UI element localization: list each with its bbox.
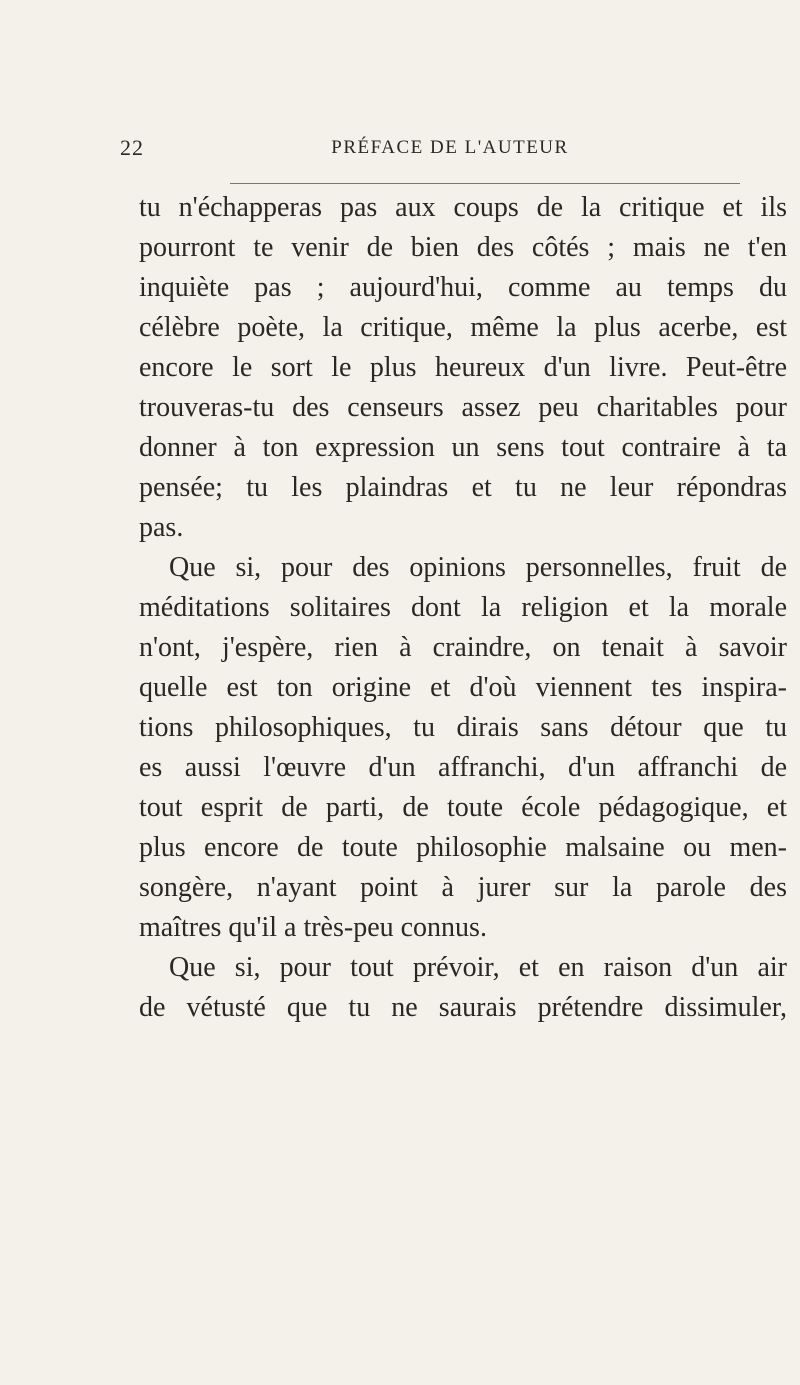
text-line: Que si, pour tout prévoir, et en raison d'un air	[169, 952, 787, 983]
text-line: tions philosophiques, tu dirais sans détour que tu	[139, 712, 787, 743]
text-line: n'ont, j'espère, rien à craindre, on tenait à savoir	[139, 632, 787, 663]
text-line: maîtres qu'il a très-peu connus.	[139, 912, 487, 943]
text-line: quelle est ton origine et d'où viennent tes inspira-	[139, 672, 787, 703]
text-line: tu n'échapperas pas aux coups de la critique et ils	[139, 192, 787, 223]
page-number: 22	[120, 135, 144, 160]
text-line: célèbre poète, la critique, même la plus acerbe, est	[139, 312, 787, 343]
header-rule	[230, 183, 740, 184]
text-line: tout esprit de parti, de toute école pédagogique, et	[139, 792, 787, 823]
text-line: pensée; tu les plaindras et tu ne leur répondras	[139, 472, 787, 503]
page-header	[120, 135, 780, 165]
text-line: inquiète pas ; aujourd'hui, comme au temps du	[139, 272, 787, 303]
text-line: pourront te venir de bien des côtés ; mais ne t'en	[139, 232, 787, 263]
text-line: de vétusté que tu ne saurais prétendre dissimuler,	[139, 992, 787, 1023]
running-head: PRÉFACE DE L'AUTEUR	[331, 137, 569, 158]
text-line: es aussi l'œuvre d'un affranchi, d'un affranchi de	[139, 752, 787, 783]
text-line: plus encore de toute philosophie malsaine ou men-	[139, 832, 787, 863]
text-line: encore le sort le plus heureux d'un livre. Peut-être	[139, 352, 787, 383]
text-line: songère, n'ayant point à jurer sur la parole des	[139, 872, 787, 903]
text-line: donner à ton expression un sens tout contraire à ta	[139, 432, 787, 463]
body-text	[139, 188, 787, 1028]
text-line: Que si, pour des opinions personnelles, fruit de	[169, 552, 787, 583]
text-line: méditations solitaires dont la religion et la morale	[139, 592, 787, 623]
text-line: pas.	[139, 512, 184, 543]
text-line: trouveras-tu des censeurs assez peu charitables pour	[139, 392, 787, 423]
